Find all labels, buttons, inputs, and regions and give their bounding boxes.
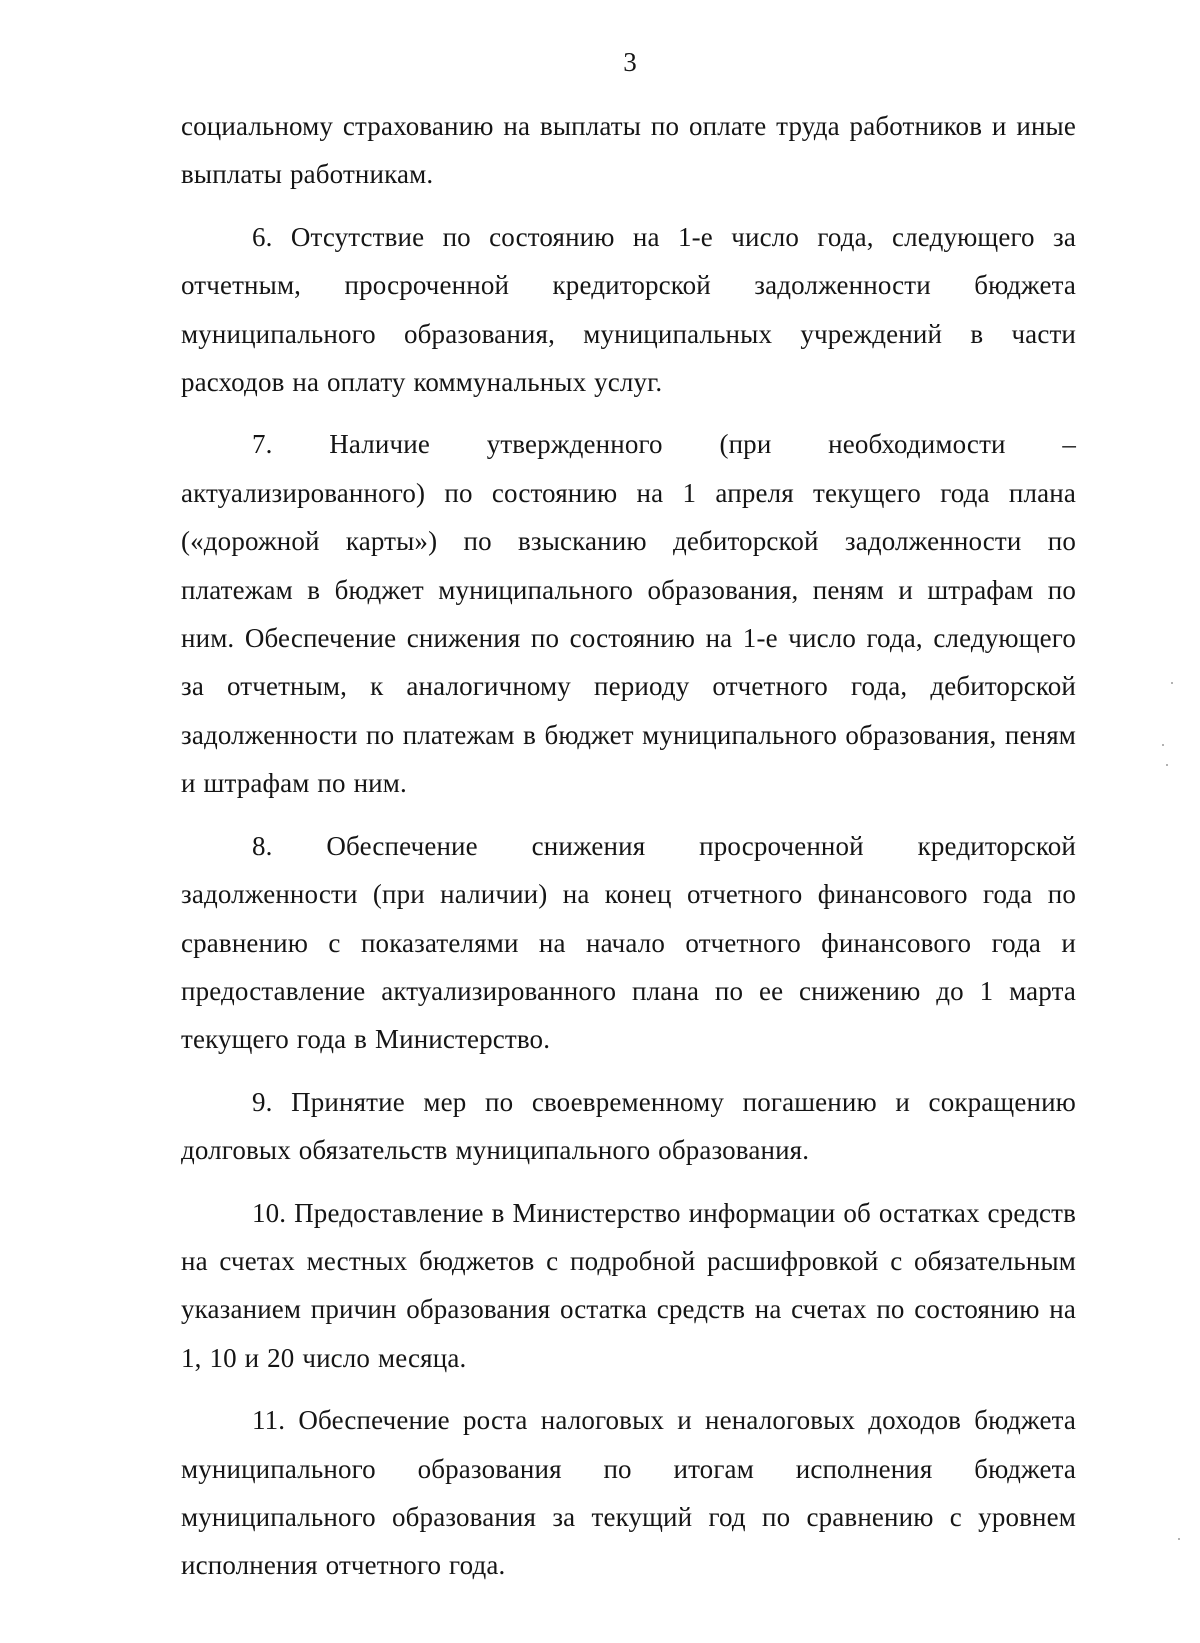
page-number: 3 <box>623 47 637 77</box>
scan-speck <box>1178 1538 1180 1540</box>
paragraph-continuation: социальному страхованию на выплаты по оплате труда работников и иные выплаты работникам. <box>181 111 1076 190</box>
paragraph-item-8: 8. Обеспечение снижения просроченной кредиторской задолженности (при наличии) на конец отчетного финансового года по сравнению с показателями на начало отчетного финансового года и предоставление актуализированного плана по ее снижению до 1 марта текущего года в Министерство. <box>181 830 1076 1055</box>
paragraph-item-11: 11. Обеспечение роста налоговых и неналоговых доходов бюджета муниципального образования по итогам исполнения бюджета муниципального образования за текущий год по сравнению с уровнем исполнения отчетного года. <box>181 1405 1076 1581</box>
scan-speck <box>1171 682 1173 684</box>
scan-speck <box>1162 744 1164 746</box>
paragraph-item-9: 9. Принятие мер по своевременному погашению и сокращению долговых обязательств муниципального образования. <box>181 1086 1076 1166</box>
paragraph-item-7: 7. Наличие утвержденного (при необходимости – актуализированного) по состоянию на 1 апреля текущего года плана («дорожной карты») по взысканию дебиторской задолженности по платежам в бюджет муниципального образования, пеням и штрафам по ним. Обеспечение снижения по состоянию на 1-е число года, следующего за отчетным, к аналогичному периоду отчетного года, дебиторской задолженности по платежам в бюджет муниципального образования, пеням и штрафам по ним. <box>181 429 1076 799</box>
paragraph-item-6: 6. Отсутствие по состоянию на 1-е число года, следующего за отчетным, просроченной кредиторской задолженности бюджета муниципального образования, муниципальных учреждений в части расходов на оплату коммунальных услуг. <box>181 221 1076 398</box>
document-body <box>181 102 1076 1590</box>
scan-speck <box>1166 764 1168 766</box>
paragraph-item-10: 10. Предоставление в Министерство информации об остатках средств на счетах местных бюджетов с подробной расшифровкой с обязательным указанием причин образования остатка средств на счетах по состоянию на 1, 10 и 20 число месяца. <box>181 1197 1076 1373</box>
